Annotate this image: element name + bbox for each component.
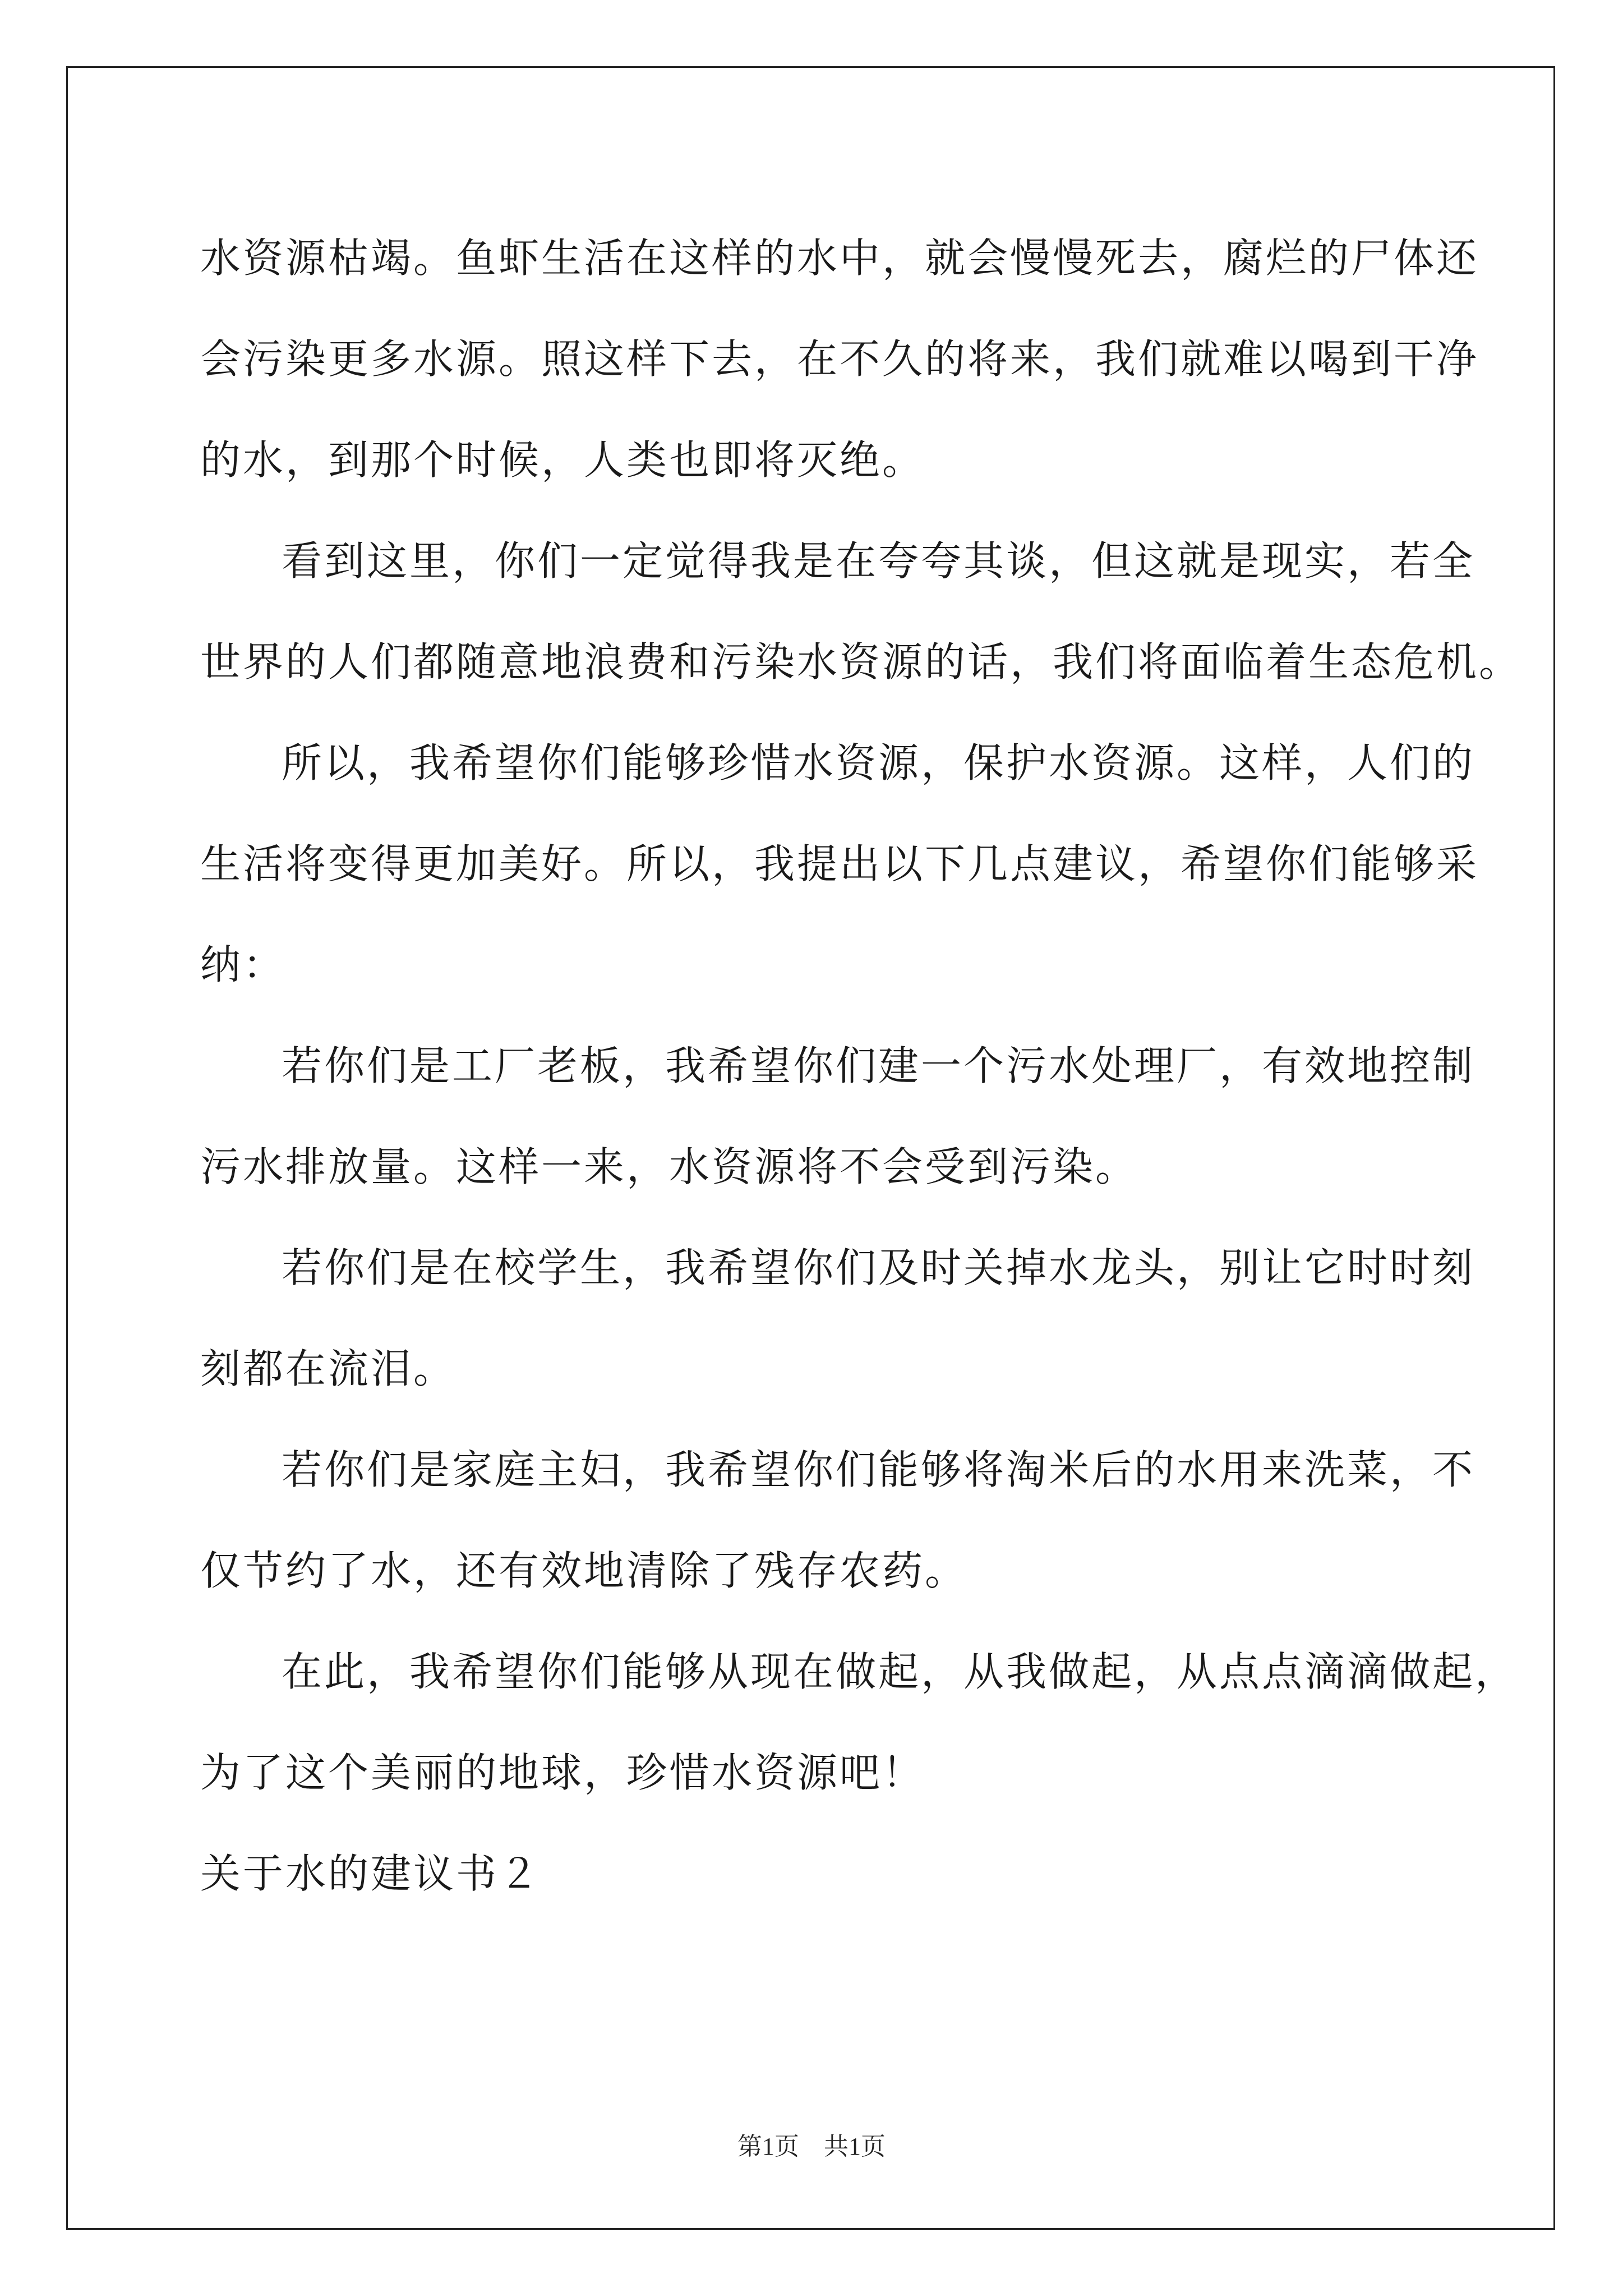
paragraph-start-line: 看到这里，你们一定觉得我是在夸夸其谈，但这就是现实，若全 bbox=[282, 537, 1476, 585]
text-line: 为了这个美丽的地球，珍惜水资源吧！ bbox=[200, 1749, 925, 1796]
paragraph-start-line: 若你们是在校学生，我希望你们及时关掉水龙头，别让它时时刻 bbox=[282, 1244, 1476, 1291]
paragraph-start-line: 若你们是工厂老板，我希望你们建一个污水处理厂，有效地控制 bbox=[282, 1042, 1476, 1089]
paragraph-start-line: 若你们是家庭主妇，我希望你们能够将淘米后的水用来洗菜，不 bbox=[282, 1446, 1476, 1493]
text-line: 污水排放量。这样一来，水资源将不会受到污染。 bbox=[200, 1143, 1138, 1190]
text-line: 水资源枯竭。鱼虾生活在这样的水中，就会慢慢死去，腐烂的尸体还 bbox=[200, 234, 1479, 282]
text-line: 仅节约了水，还有效地清除了残存农药。 bbox=[200, 1547, 968, 1594]
paragraph-start-line: 在此，我希望你们能够从现在做起，从我做起，从点点滴滴做起， bbox=[282, 1648, 1518, 1695]
text-line: 世界的人们都随意地浪费和污染水资源的话，我们将面临着生态危机。 bbox=[200, 638, 1522, 685]
text-line: 生活将变得更加美好。所以，我提出以下几点建议，希望你们能够采 bbox=[200, 840, 1479, 887]
paragraph-start-line: 所以，我希望你们能够珍惜水资源，保护水资源。这样，人们的 bbox=[282, 739, 1476, 786]
document-body bbox=[200, 208, 1522, 1924]
page-number-footer: 第1页 共1页 bbox=[737, 2133, 886, 2160]
text-line: 的水，到那个时候，人类也即将灭绝。 bbox=[200, 436, 925, 484]
text-line: 刻都在流泪。 bbox=[200, 1345, 457, 1392]
text-line: 纳： bbox=[200, 941, 286, 988]
section-heading: 关于水的建议书２ bbox=[200, 1850, 542, 1897]
text-line: 会污染更多水源。照这样下去，在不久的将来，我们就难以喝到干净 bbox=[200, 335, 1479, 383]
